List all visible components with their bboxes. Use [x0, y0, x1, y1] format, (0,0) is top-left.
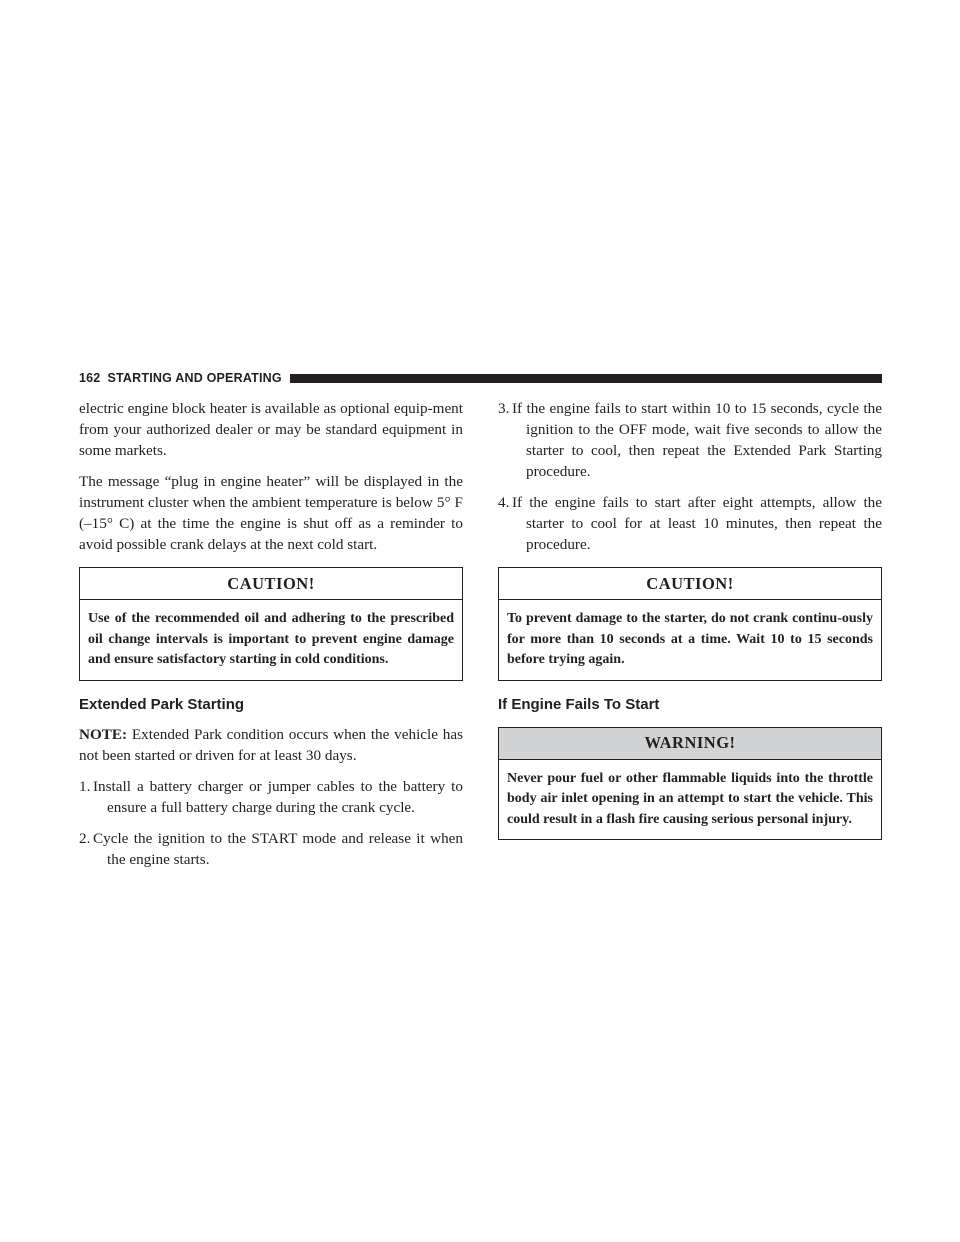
section-title: STARTING AND OPERATING — [107, 371, 282, 385]
header-rule — [290, 374, 882, 383]
caution-title: CAUTION! — [499, 568, 881, 600]
list-item — [498, 492, 882, 555]
warning-box — [498, 727, 882, 841]
note-text: Extended Park condition occurs when the vehicle has not been started or driven for at least 30 days. — [79, 725, 464, 764]
extended-park-heading: Extended Park Starting — [79, 695, 245, 713]
list-item — [79, 776, 463, 818]
caution-title: CAUTION! — [80, 568, 462, 600]
list-item — [498, 398, 882, 482]
caution-box-starter — [498, 567, 882, 681]
warning-text: Never pour fuel or other flammable liquids into the throttle body air inlet opening in an attempt to start the vehicle. This could result in a flash fire causing serious personal injury. — [507, 770, 873, 827]
fails-to-start-heading: If Engine Fails To Start — [498, 695, 660, 713]
caution-text: Use of the recommended oil and adhering to the prescribed oil change intervals is important to prevent engine damage and ensure satisfactory starting in cold conditions. — [88, 611, 454, 667]
page-header — [79, 369, 882, 387]
note-paragraph — [79, 724, 463, 766]
note-label: NOTE: — [79, 725, 128, 743]
caution-text: To prevent damage to the starter, do not crank continu-ously for more than 10 seconds at a time. Wait 10 to 15 seconds before trying again. — [507, 611, 873, 667]
page-number: 162 — [79, 371, 101, 385]
caution-box-oil — [79, 567, 463, 681]
left-column — [79, 398, 463, 880]
step-text: Cycle the ignition to the START mode and release it when the engine starts. — [93, 829, 463, 868]
step-number: 2. — [79, 829, 91, 847]
step-text: Install a battery charger or jumper cables to the battery to ensure a full battery charge during the crank cycle. — [93, 777, 463, 816]
heater-message-paragraph: The message “plug in engine heater” will be displayed in the instrument cluster when the ambient temperature is below 5° F (–15° C) at the time the engine is shut off as a reminder to avoid possible crank delays at the next cold start. — [79, 473, 463, 553]
right-column — [498, 398, 882, 854]
step-number: 1. — [79, 777, 91, 795]
step-number: 3. — [498, 400, 510, 417]
intro-paragraph: electric engine block heater is available as optional equip-ment from your authorized dealer or may be standard equipment in some markets. — [79, 400, 463, 459]
step-number: 4. — [498, 494, 510, 511]
step-text: If the engine fails to start after eight attempts, allow the starter to cool for at least 10 minutes, then repeat the procedure. — [512, 494, 882, 553]
warning-title: WARNING! — [499, 728, 881, 760]
step-text: If the engine fails to start within 10 to 15 seconds, cycle the ignition to the OFF mode, wait five seconds to allow the starter to cool, then repeat the Extended Park Starting procedure. — [512, 400, 882, 480]
list-item — [79, 828, 463, 870]
